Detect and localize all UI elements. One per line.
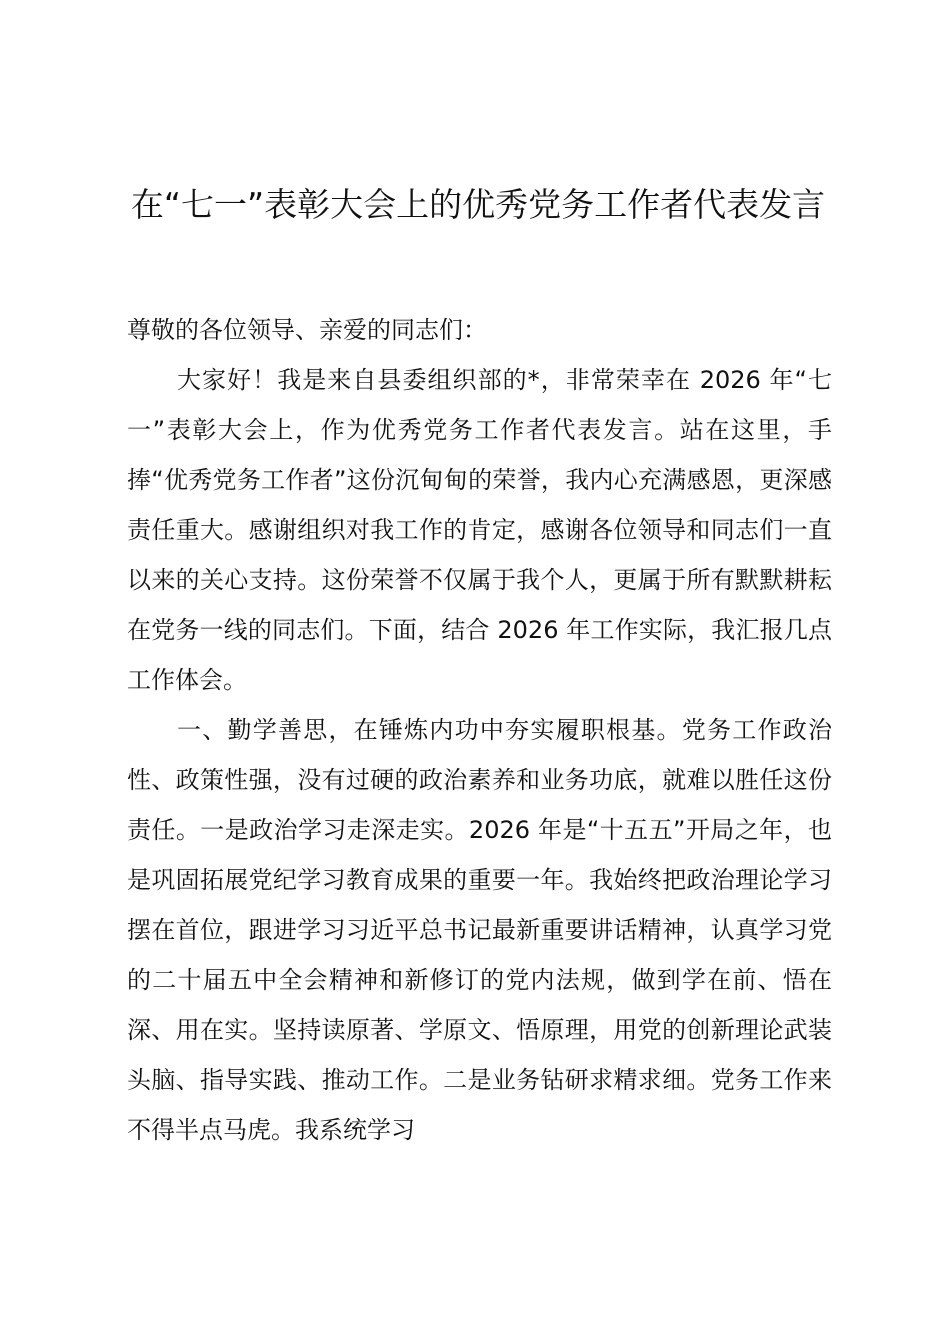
salutation: 尊敬的各位领导、亲爱的同志们： [127, 316, 487, 344]
paragraph-section-one [127, 705, 832, 1155]
paragraph-opening: 大家好！我是来自县委组织部的*，非常荣幸在 2026 年“七一”表彰大会上，作为优秀党务工作者代表发言。站在这里，手捧“优秀党务工作者”这份沉甸甸的荣誉，我内心充满感恩，更深感责任重大。感谢组织对我工作的肯定，感谢各位领导和同志们一直以来的关心支持。这份荣誉不仅属于我个人，更属于所有默默耕耘在党务一线的同志们。下面，结合 2026 年工作实际，我汇报几点工作体会。 [127, 366, 832, 694]
document-title: 在“七一”表彰大会上的优秀党务工作者代表发言 [130, 185, 826, 224]
section-one-text: 党务工作政治性、政策性强，没有过硬的政治素养和业务功底，就难以胜任这份责任。一是政治学习走深走实。2026 年是“十五五”开局之年，也是巩固拓展党纪学习教育成果的重要一年。我始终把政治理论学习摆在首位，跟进学习习近平总书记最新重要讲话精神，认真学习党的二十届五中全会精神和新修订的党内法规，做到学在前、悟在深、用在实。坚持读原著、学原文、悟原理，用党的创新理论武装头脑、指导实践、推动工作。二是业务钻研求精求细。党务工作来不得半点马虎。我系统学习 [127, 716, 833, 1144]
document-body [127, 305, 832, 1155]
section-one-heading: 一、勤学善思，在锤炼内功中夯实履职根基。 [177, 716, 682, 744]
